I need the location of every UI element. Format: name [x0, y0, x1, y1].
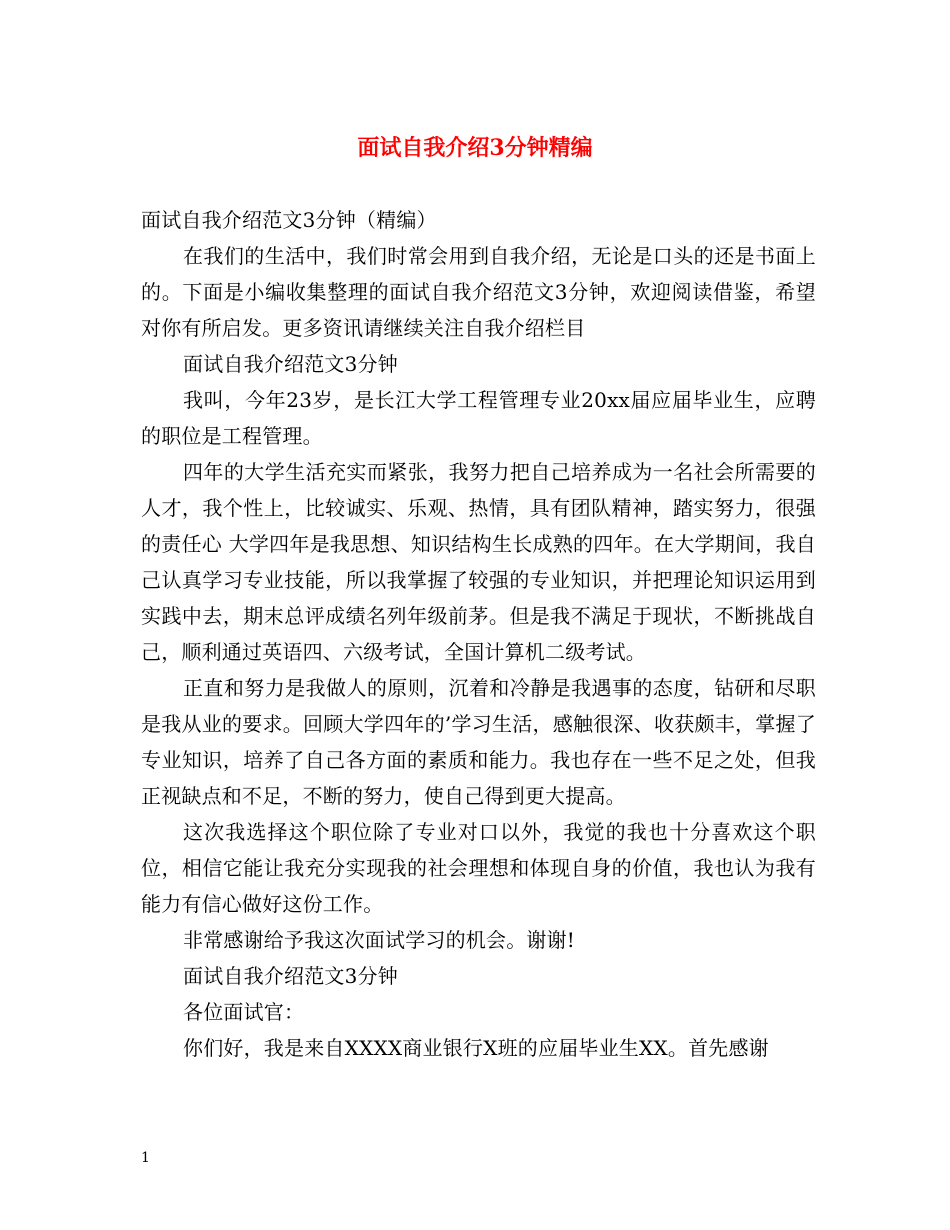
- section-heading-2: 面试自我介绍范文3分钟: [183, 964, 398, 988]
- paragraph-job-choice: 这次我选择这个职位除了专业对口以外，我觉的我也十分喜欢这个职位，相信它能让我充分实现我的社会理想和体现自身的价值，我也认为我有能力有信心做好这份工作。: [141, 820, 816, 916]
- page-number: 1: [141, 1150, 150, 1166]
- paragraph-thanks: 非常感谢给予我这次面试学习的机会。谢谢!: [183, 928, 576, 952]
- paragraph-university-life: 四年的大学生活充实而紧张，我努力把自己培养成为一名社会所需要的人才，我个性上，比较诚实、乐观、热情，具有团队精神，踏实努力，很强的责任心 大学四年是我思想、知识结构生长成熟的四年。在大学期间，我自己认真学习专业技能，所以我掌握了较强的专业知识，并把理论知识运用到实践中去，期末总评成绩名列年级前茅。但是我不满足于现状，不断挑战自己，顺利通过英语四、六级考试，全国计算机二级考试。: [141, 460, 816, 664]
- section-heading-1: 面试自我介绍范文3分钟: [183, 352, 398, 376]
- paragraph-second-intro: 你们好，我是来自XXXX商业银行X班的应届毕业生XX。首先感谢: [183, 1036, 769, 1060]
- paragraph-subtitle: 面试自我介绍范文3分钟（精编）: [141, 208, 437, 232]
- document-body: [141, 202, 816, 1066]
- document-title: 面试自我介绍3分钟精编: [357, 135, 593, 161]
- paragraph-greeting: 各位面试官：: [183, 1000, 305, 1024]
- paragraph-intro: 在我们的生活中，我们时常会用到自我介绍，无论是口头的还是书面上的。下面是小编收集整理的面试自我介绍范文3分钟，欢迎阅读借鉴，希望对你有所启发。更多资讯请继续关注自我介绍栏目: [141, 244, 816, 340]
- paragraph-principles: 正直和努力是我做人的原则，沉着和冷静是我遇事的态度，钻研和尽职是我从业的要求。回顾大学四年的’学习生活，感触很深、收获颇丰，掌握了专业知识，培养了自己各方面的素质和能力。我也存在一些不足之处，但我正视缺点和不足，不断的努力，使自己得到更大提高。: [141, 676, 816, 808]
- paragraph-self-intro: 我叫，今年23岁，是长江大学工程管理专业20xx届应届毕业生，应聘的职位是工程管理。: [141, 388, 816, 448]
